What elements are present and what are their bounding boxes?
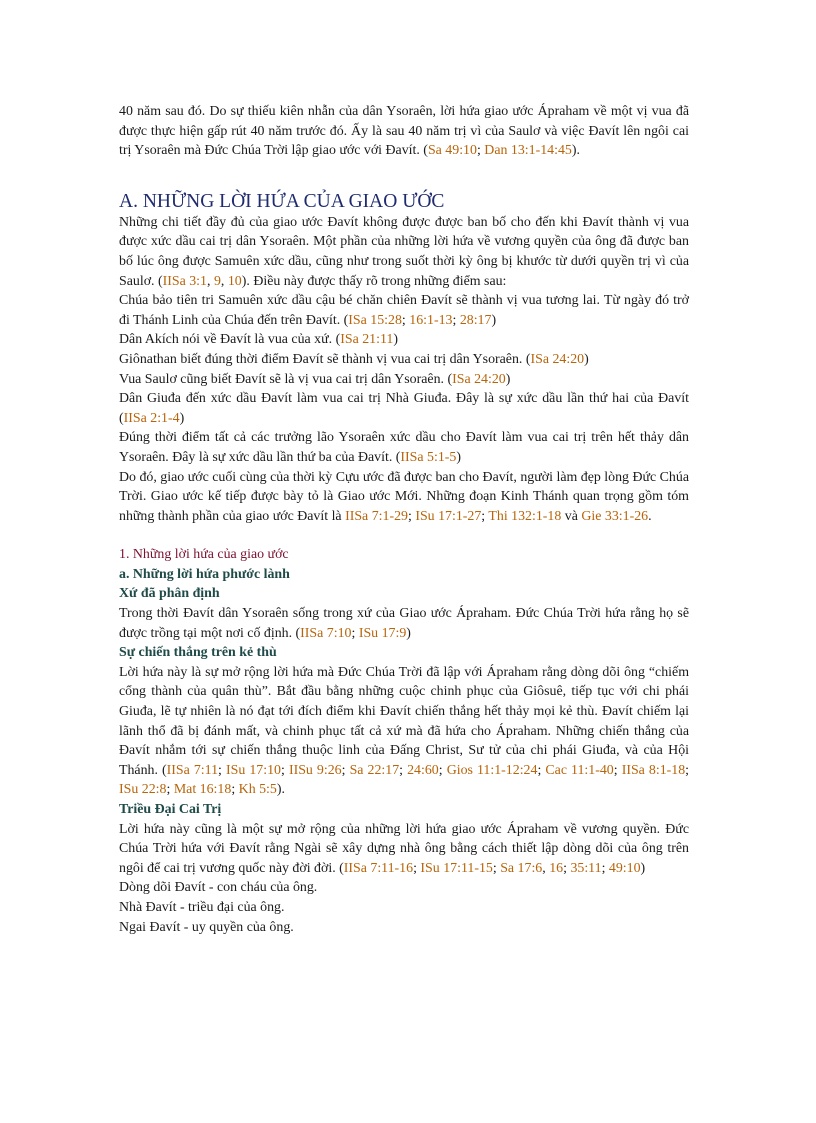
scripture-ref[interactable]: IISa 7:10 — [300, 625, 352, 641]
scripture-ref[interactable]: IISa 3:1 — [162, 273, 207, 289]
scripture-ref[interactable]: ISa 21:11 — [340, 332, 394, 348]
point-akich: Dân Akích nói về Đavít là vua của xứ. (ISa 21:11) — [119, 332, 398, 348]
scripture-ref[interactable]: 16 — [549, 860, 564, 876]
scripture-ref[interactable]: IISu 9:26 — [288, 762, 342, 778]
paragraph-details: Những chi tiết đầy đủ của giao ước Đavít không được được ban bố cho đến khi Đavít thành vị vua được xức dầu cai trị dân Ysoraên. Một phần của những lời hứa về vương quyền của ông đã được ban bố lúc ông được Samuên xức dầu, cũng như trong suốt thời kỳ ông bị khước từ dưới quyền trị vì của Saulơ. (IISa 3:1, 9, 10). Điều này được thấy rõ trong những điểm sau: — [119, 214, 689, 289]
point-elders: Đúng thời điểm tất cả các trưởng lão Ysoraên xức dầu cho Đavít làm vua cai trị trên hết thảy dân Ysoraên. Đây là sự xức dầu lần thứ ba của Đavít. (IISa 5:1-5) — [119, 430, 689, 465]
subsection-title: 1. Những lời hứa của giao ước — [119, 547, 289, 563]
paragraph-conclusion: Do đó, giao ước cuối cùng của thời kỳ Cựu ước đã được ban cho Đavít, người làm đẹp lòng Đức Chúa Trời. Giao ước kế tiếp được bày tỏ là Giao ước Mới. Những đoạn Kinh Thánh quan trọng gồm tóm những thành phần của giao ước Đavít là IISa 7:1-29; ISu 17:1-27; Thi 132:1-18 và Gie 33:1-26. — [119, 469, 689, 524]
scripture-ref[interactable]: Dan 13:1-14:45 — [484, 143, 572, 159]
scripture-ref[interactable]: ISa 24:20 — [452, 371, 506, 387]
point-saul: Vua Saulơ cũng biết Đavít sẽ là vị vua cai trị dân Ysoraên. (ISa 24:20) — [119, 371, 511, 387]
paragraph-victory: Lời hứa này là sự mở rộng lời hứa mà Đức Chúa Trời đã lập với Ápraham rằng dòng dõi ông “chiếm cổng thành của quân thù”. Bắt đầu bằng những cuộc chinh phục của Giôsuê, tiếp tục với chi phái Giuđa, lẽ tự nhiên là nó đạt tới đích điểm khi Đavít chiến thắng hết thảy mọi kẻ thù. Đavít chiếm lại lãnh thổ đã bị đánh mất, và chinh phục tất cả xứ mà đã hứa cho Ápraham. Những chiến thắng của Đavít nhắm tới sự chiến thắng thuộc linh của Đấng Christ, Sư tử của chi phái Giuđa, và của Hội Thánh. (IISa 7:11; ISu 17:10; IISu 9:26; Sa 22:17; 24:60; Gios 11:1-12:24; Cac 11:1-40; IISa 8:1-18; ISu 22:8; Mat 16:18; Kh 5:5). — [119, 664, 690, 798]
scripture-ref[interactable]: Gios 11:1-12:24 — [446, 762, 538, 778]
subsection-a-title: a. Những lời hứa phước lành — [119, 566, 290, 582]
scripture-ref[interactable]: ISu 17:10 — [225, 762, 281, 778]
scripture-ref[interactable]: Cac 11:1-40 — [545, 762, 614, 778]
scripture-ref[interactable]: 49:10 — [608, 860, 641, 876]
scripture-ref[interactable]: Thi 132:1-18 — [488, 508, 562, 524]
scripture-ref[interactable]: IISa 5:1-5 — [400, 449, 457, 465]
scripture-ref[interactable]: ISa 15:28 — [348, 312, 402, 328]
paragraph-reign: Lời hứa này cũng là một sự mở rộng của những lời hứa giao ước Ápraham về vương quyền. Đức Chúa Trời hứa với Đavít rằng Ngài sẽ xây dựng nhà ông bằng cách thiết lập dòng dõi của ông trên ngôi để cai trị vương quốc này đời đời. (IISa 7:11-16; ISu 17:11-15; Sa 17:6, 16; 35:11; 49:10) — [119, 821, 689, 876]
scripture-ref[interactable]: Mat 16:18 — [173, 782, 232, 798]
scripture-ref[interactable]: Sa 22:17 — [349, 762, 400, 778]
scripture-ref[interactable]: Sa 17:6 — [500, 860, 543, 876]
scripture-ref[interactable]: ISu 17:11-15 — [420, 860, 493, 876]
heading-reign: Triều Đại Cai Trị — [119, 802, 222, 817]
document-page — [119, 102, 689, 937]
paragraph-land: Trong thời Đavít dân Ysoraên sống trong xứ của Giao ước Ápraham. Đức Chúa Trời hứa rằng họ sẽ được trồng tại một nơi cố định. (IISa 7:10; ISu 17:9) — [119, 606, 689, 641]
heading-victory: Sự chiến thắng trên kẻ thù — [119, 645, 277, 661]
intro-paragraph: 40 năm sau đó. Do sự thiếu kiên nhẫn của dân Ysoraên, lời hứa giao ước Ápraham về một vị vua đã được thực hiện gấp rút 40 năm trước đó. Ấy là sau 40 năm trị vì của Saulơ và việc Đavít lên ngôi cai trị Ysoraên mà Đức Chúa Trời lập giao ước với Đavít. (Sa 49:10; Dan 13:1-14:45). — [119, 104, 689, 159]
scripture-ref[interactable]: IISa 7:1-29 — [345, 508, 408, 524]
scripture-ref[interactable]: ISu 17:1-27 — [415, 508, 482, 524]
scripture-ref[interactable]: 10 — [227, 273, 242, 289]
scripture-ref[interactable]: 35:11 — [570, 860, 602, 876]
scripture-ref[interactable]: ISu 22:8 — [119, 782, 167, 798]
scripture-ref[interactable]: IISa 8:1-18 — [621, 762, 686, 778]
line-throne: Ngai Đavít - uy quyền của ông. — [119, 919, 294, 935]
scripture-ref[interactable]: IISa 2:1-4 — [123, 410, 180, 426]
scripture-ref[interactable]: ISu 17:9 — [358, 625, 407, 641]
scripture-ref[interactable]: 16:1-13 — [409, 312, 453, 328]
line-lineage: Dòng dõi Đavít - con cháu của ông. — [119, 880, 318, 896]
line-house: Nhà Đavít - triều đại của ông. — [119, 899, 285, 915]
scripture-ref[interactable]: IISa 7:11 — [166, 762, 219, 778]
scripture-ref[interactable]: Sa 49:10 — [427, 143, 477, 159]
scripture-ref[interactable]: Gie 33:1-26 — [581, 508, 649, 524]
section-heading: A. NHỮNG LỜI HỨA CỦA GIAO ƯỚC — [119, 190, 445, 212]
scripture-ref[interactable]: Kh 5:5 — [238, 782, 277, 798]
scripture-ref[interactable]: 24:60 — [407, 762, 439, 778]
scripture-ref[interactable]: IISa 7:11-16 — [343, 860, 414, 876]
heading-land: Xứ đã phân định — [119, 586, 220, 602]
scripture-ref[interactable]: 28:17 — [459, 312, 492, 328]
point-jonathan: Giônathan biết đúng thời điểm Đavít sẽ thành vị vua cai trị dân Ysoraên. (ISa 24:20) — [119, 351, 589, 367]
point-judah: Dân Giuđa đến xức dầu Đavít làm vua cai trị Nhà Giuđa. Đây là sự xức dầu lần thứ hai của Đavít (IISa 2:1-4) — [119, 391, 689, 426]
scripture-ref[interactable]: 9 — [213, 273, 221, 289]
scripture-ref[interactable]: ISa 24:20 — [530, 351, 585, 367]
point-samuel: Chúa bảo tiên tri Samuên xức dầu cậu bé chăn chiên Đavít sẽ thành vị vua tương lai. Từ ngày đó trở đi Thánh Linh của Chúa đến trên Đavít. (ISa 15:28; 16:1-13; 28:17) — [119, 293, 689, 328]
